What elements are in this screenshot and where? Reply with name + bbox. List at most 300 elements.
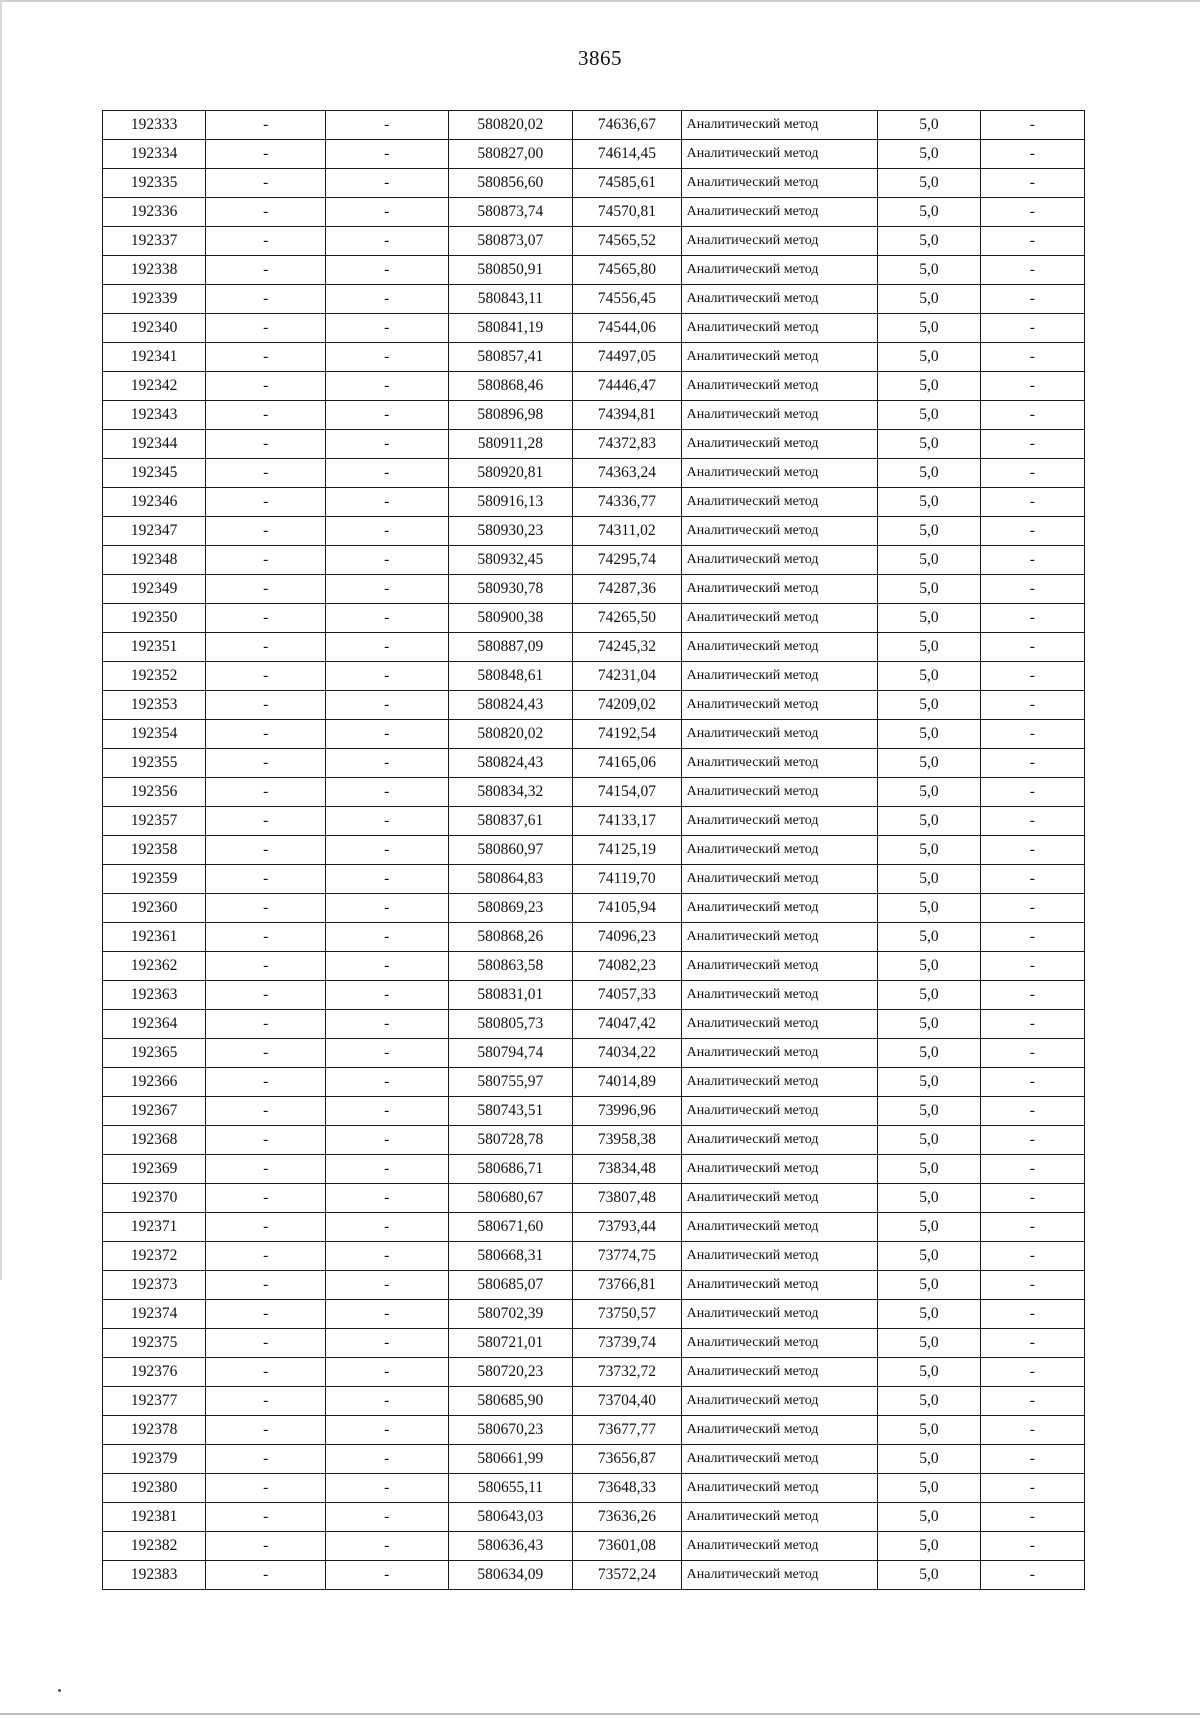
point-number-cell: 192355 <box>103 749 206 778</box>
accuracy-cell: 5,0 <box>878 836 980 865</box>
table-row <box>103 1213 1085 1242</box>
point-number-cell: 192341 <box>103 343 206 372</box>
accuracy-cell: 5,0 <box>878 865 980 894</box>
method-cell: Аналитический метод <box>681 1271 878 1300</box>
dash-cell-b: - <box>325 1213 448 1242</box>
dash-cell-c: - <box>980 1445 1084 1474</box>
y-coordinate-cell: 74034,22 <box>573 1039 681 1068</box>
table-row <box>103 1416 1085 1445</box>
dash-cell-a: - <box>206 343 326 372</box>
dash-cell-c: - <box>980 140 1084 169</box>
accuracy-cell: 5,0 <box>878 111 980 140</box>
dash-cell-b: - <box>325 1184 448 1213</box>
dash-cell-c: - <box>980 1097 1084 1126</box>
accuracy-cell: 5,0 <box>878 372 980 401</box>
dash-cell-b: - <box>325 372 448 401</box>
x-coordinate-cell: 580857,41 <box>448 343 573 372</box>
x-coordinate-cell: 580685,07 <box>448 1271 573 1300</box>
dash-cell-c: - <box>980 1126 1084 1155</box>
dash-cell-c: - <box>980 1068 1084 1097</box>
point-number-cell: 192347 <box>103 517 206 546</box>
method-cell: Аналитический метод <box>681 256 878 285</box>
dash-cell-b: - <box>325 1474 448 1503</box>
dash-cell-c: - <box>980 923 1084 952</box>
dash-cell-c: - <box>980 575 1084 604</box>
dash-cell-b: - <box>325 1271 448 1300</box>
point-number-cell: 192333 <box>103 111 206 140</box>
table-row <box>103 1300 1085 1329</box>
point-number-cell: 192369 <box>103 1155 206 1184</box>
method-cell: Аналитический метод <box>681 662 878 691</box>
method-cell: Аналитический метод <box>681 111 878 140</box>
dash-cell-a: - <box>206 952 326 981</box>
point-number-cell: 192334 <box>103 140 206 169</box>
x-coordinate-cell: 580864,83 <box>448 865 573 894</box>
dash-cell-b: - <box>325 1010 448 1039</box>
table-row <box>103 807 1085 836</box>
method-cell: Аналитический метод <box>681 1242 878 1271</box>
method-cell: Аналитический метод <box>681 140 878 169</box>
y-coordinate-cell: 73750,57 <box>573 1300 681 1329</box>
x-coordinate-cell: 580848,61 <box>448 662 573 691</box>
accuracy-cell: 5,0 <box>878 1010 980 1039</box>
method-cell: Аналитический метод <box>681 1445 878 1474</box>
dash-cell-b: - <box>325 314 448 343</box>
accuracy-cell: 5,0 <box>878 1126 980 1155</box>
dash-cell-c: - <box>980 227 1084 256</box>
dash-cell-a: - <box>206 1097 326 1126</box>
x-coordinate-cell: 580721,01 <box>448 1329 573 1358</box>
table-row <box>103 778 1085 807</box>
dash-cell-b: - <box>325 1097 448 1126</box>
y-coordinate-cell: 74082,23 <box>573 952 681 981</box>
point-number-cell: 192346 <box>103 488 206 517</box>
method-cell: Аналитический метод <box>681 1010 878 1039</box>
dash-cell-b: - <box>325 1300 448 1329</box>
dash-cell-a: - <box>206 1039 326 1068</box>
dash-cell-c: - <box>980 836 1084 865</box>
point-number-cell: 192339 <box>103 285 206 314</box>
dash-cell-c: - <box>980 314 1084 343</box>
y-coordinate-cell: 73996,96 <box>573 1097 681 1126</box>
y-coordinate-cell: 73834,48 <box>573 1155 681 1184</box>
accuracy-cell: 5,0 <box>878 923 980 952</box>
dash-cell-c: - <box>980 1329 1084 1358</box>
table-row <box>103 1561 1085 1590</box>
y-coordinate-cell: 74209,02 <box>573 691 681 720</box>
dash-cell-b: - <box>325 140 448 169</box>
accuracy-cell: 5,0 <box>878 575 980 604</box>
dash-cell-c: - <box>980 517 1084 546</box>
dash-cell-c: - <box>980 604 1084 633</box>
method-cell: Аналитический метод <box>681 836 878 865</box>
accuracy-cell: 5,0 <box>878 1097 980 1126</box>
x-coordinate-cell: 580827,00 <box>448 140 573 169</box>
dash-cell-b: - <box>325 894 448 923</box>
y-coordinate-cell: 74565,52 <box>573 227 681 256</box>
table-row <box>103 459 1085 488</box>
dash-cell-b: - <box>325 1329 448 1358</box>
accuracy-cell: 5,0 <box>878 256 980 285</box>
dash-cell-a: - <box>206 1503 326 1532</box>
dash-cell-a: - <box>206 575 326 604</box>
dash-cell-c: - <box>980 691 1084 720</box>
y-coordinate-cell: 74014,89 <box>573 1068 681 1097</box>
dash-cell-a: - <box>206 1184 326 1213</box>
dash-cell-c: - <box>980 111 1084 140</box>
table-row <box>103 140 1085 169</box>
method-cell: Аналитический метод <box>681 1358 878 1387</box>
point-number-cell: 192337 <box>103 227 206 256</box>
accuracy-cell: 5,0 <box>878 401 980 430</box>
accuracy-cell: 5,0 <box>878 546 980 575</box>
dash-cell-a: - <box>206 1329 326 1358</box>
table-row <box>103 1010 1085 1039</box>
point-number-cell: 192371 <box>103 1213 206 1242</box>
method-cell: Аналитический метод <box>681 1155 878 1184</box>
point-number-cell: 192376 <box>103 1358 206 1387</box>
method-cell: Аналитический метод <box>681 1184 878 1213</box>
y-coordinate-cell: 74497,05 <box>573 343 681 372</box>
dash-cell-b: - <box>325 169 448 198</box>
dash-cell-a: - <box>206 720 326 749</box>
page-number: 3865 <box>578 46 622 70</box>
dash-cell-b: - <box>325 1242 448 1271</box>
dash-cell-b: - <box>325 575 448 604</box>
x-coordinate-cell: 580850,91 <box>448 256 573 285</box>
point-number-cell: 192344 <box>103 430 206 459</box>
dash-cell-c: - <box>980 198 1084 227</box>
y-coordinate-cell: 74057,33 <box>573 981 681 1010</box>
table-row <box>103 314 1085 343</box>
y-coordinate-cell: 74394,81 <box>573 401 681 430</box>
dash-cell-b: - <box>325 1358 448 1387</box>
dash-cell-a: - <box>206 865 326 894</box>
table-row <box>103 256 1085 285</box>
method-cell: Аналитический метод <box>681 952 878 981</box>
y-coordinate-cell: 74047,42 <box>573 1010 681 1039</box>
dash-cell-c: - <box>980 778 1084 807</box>
dash-cell-b: - <box>325 227 448 256</box>
y-coordinate-cell: 74636,67 <box>573 111 681 140</box>
x-coordinate-cell: 580873,74 <box>448 198 573 227</box>
method-cell: Аналитический метод <box>681 749 878 778</box>
scan-left-edge <box>0 0 2 1280</box>
point-number-cell: 192351 <box>103 633 206 662</box>
point-number-cell: 192340 <box>103 314 206 343</box>
accuracy-cell: 5,0 <box>878 952 980 981</box>
dash-cell-a: - <box>206 691 326 720</box>
table-row <box>103 923 1085 952</box>
method-cell: Аналитический метод <box>681 807 878 836</box>
point-number-cell: 192352 <box>103 662 206 691</box>
scan-top-edge <box>0 0 1200 2</box>
method-cell: Аналитический метод <box>681 517 878 546</box>
accuracy-cell: 5,0 <box>878 227 980 256</box>
accuracy-cell: 5,0 <box>878 517 980 546</box>
dash-cell-a: - <box>206 430 326 459</box>
dash-cell-c: - <box>980 1010 1084 1039</box>
method-cell: Аналитический метод <box>681 1126 878 1155</box>
dash-cell-a: - <box>206 140 326 169</box>
x-coordinate-cell: 580916,13 <box>448 488 573 517</box>
accuracy-cell: 5,0 <box>878 430 980 459</box>
method-cell: Аналитический метод <box>681 169 878 198</box>
method-cell: Аналитический метод <box>681 778 878 807</box>
point-number-cell: 192361 <box>103 923 206 952</box>
dash-cell-c: - <box>980 1155 1084 1184</box>
accuracy-cell: 5,0 <box>878 198 980 227</box>
method-cell: Аналитический метод <box>681 401 878 430</box>
x-coordinate-cell: 580932,45 <box>448 546 573 575</box>
accuracy-cell: 5,0 <box>878 633 980 662</box>
table-row <box>103 372 1085 401</box>
dash-cell-b: - <box>325 459 448 488</box>
dash-cell-b: - <box>325 836 448 865</box>
point-number-cell: 192356 <box>103 778 206 807</box>
scan-bottom-edge <box>0 1713 1200 1715</box>
dash-cell-a: - <box>206 198 326 227</box>
dash-cell-b: - <box>325 256 448 285</box>
y-coordinate-cell: 74105,94 <box>573 894 681 923</box>
y-coordinate-cell: 73572,24 <box>573 1561 681 1590</box>
y-coordinate-cell: 74245,32 <box>573 633 681 662</box>
table-row <box>103 1387 1085 1416</box>
table-row <box>103 401 1085 430</box>
method-cell: Аналитический метод <box>681 923 878 952</box>
point-number-cell: 192365 <box>103 1039 206 1068</box>
accuracy-cell: 5,0 <box>878 604 980 633</box>
dash-cell-c: - <box>980 488 1084 517</box>
accuracy-cell: 5,0 <box>878 1416 980 1445</box>
dash-cell-a: - <box>206 1155 326 1184</box>
accuracy-cell: 5,0 <box>878 1155 980 1184</box>
y-coordinate-cell: 73656,87 <box>573 1445 681 1474</box>
table-row <box>103 604 1085 633</box>
method-cell: Аналитический метод <box>681 604 878 633</box>
accuracy-cell: 5,0 <box>878 981 980 1010</box>
x-coordinate-cell: 580661,99 <box>448 1445 573 1474</box>
dash-cell-a: - <box>206 1445 326 1474</box>
x-coordinate-cell: 580868,46 <box>448 372 573 401</box>
dash-cell-c: - <box>980 662 1084 691</box>
dash-cell-a: - <box>206 1532 326 1561</box>
point-number-cell: 192373 <box>103 1271 206 1300</box>
dash-cell-a: - <box>206 1358 326 1387</box>
method-cell: Аналитический метод <box>681 575 878 604</box>
y-coordinate-cell: 74372,83 <box>573 430 681 459</box>
dash-cell-b: - <box>325 691 448 720</box>
point-number-cell: 192348 <box>103 546 206 575</box>
method-cell: Аналитический метод <box>681 1068 878 1097</box>
x-coordinate-cell: 580869,23 <box>448 894 573 923</box>
y-coordinate-cell: 74265,50 <box>573 604 681 633</box>
x-coordinate-cell: 580680,67 <box>448 1184 573 1213</box>
table-row <box>103 749 1085 778</box>
point-number-cell: 192363 <box>103 981 206 1010</box>
accuracy-cell: 5,0 <box>878 1242 980 1271</box>
dash-cell-a: - <box>206 488 326 517</box>
table-row <box>103 111 1085 140</box>
table-row <box>103 285 1085 314</box>
point-number-cell: 192368 <box>103 1126 206 1155</box>
y-coordinate-cell: 74544,06 <box>573 314 681 343</box>
dash-cell-b: - <box>325 1387 448 1416</box>
y-coordinate-cell: 73739,74 <box>573 1329 681 1358</box>
x-coordinate-cell: 580831,01 <box>448 981 573 1010</box>
dash-cell-c: - <box>980 169 1084 198</box>
dash-cell-c: - <box>980 285 1084 314</box>
dash-cell-a: - <box>206 1126 326 1155</box>
dash-cell-b: - <box>325 749 448 778</box>
accuracy-cell: 5,0 <box>878 662 980 691</box>
y-coordinate-cell: 74585,61 <box>573 169 681 198</box>
dash-cell-a: - <box>206 1387 326 1416</box>
x-coordinate-cell: 580824,43 <box>448 749 573 778</box>
y-coordinate-cell: 74154,07 <box>573 778 681 807</box>
dash-cell-c: - <box>980 1271 1084 1300</box>
dash-cell-a: - <box>206 1271 326 1300</box>
x-coordinate-cell: 580896,98 <box>448 401 573 430</box>
dash-cell-a: - <box>206 459 326 488</box>
x-coordinate-cell: 580856,60 <box>448 169 573 198</box>
accuracy-cell: 5,0 <box>878 343 980 372</box>
dash-cell-b: - <box>325 1445 448 1474</box>
y-coordinate-cell: 73774,75 <box>573 1242 681 1271</box>
dash-cell-b: - <box>325 807 448 836</box>
accuracy-cell: 5,0 <box>878 169 980 198</box>
method-cell: Аналитический метод <box>681 1300 878 1329</box>
point-number-cell: 192343 <box>103 401 206 430</box>
y-coordinate-cell: 74446,47 <box>573 372 681 401</box>
dash-cell-c: - <box>980 546 1084 575</box>
table-row <box>103 1445 1085 1474</box>
method-cell: Аналитический метод <box>681 430 878 459</box>
y-coordinate-cell: 73793,44 <box>573 1213 681 1242</box>
y-coordinate-cell: 74336,77 <box>573 488 681 517</box>
accuracy-cell: 5,0 <box>878 140 980 169</box>
dash-cell-b: - <box>325 720 448 749</box>
method-cell: Аналитический метод <box>681 720 878 749</box>
table-row <box>103 1271 1085 1300</box>
dash-cell-a: - <box>206 836 326 865</box>
x-coordinate-cell: 580702,39 <box>448 1300 573 1329</box>
x-coordinate-cell: 580743,51 <box>448 1097 573 1126</box>
table-row <box>103 952 1085 981</box>
point-number-cell: 192360 <box>103 894 206 923</box>
x-coordinate-cell: 580900,38 <box>448 604 573 633</box>
table-row <box>103 546 1085 575</box>
dash-cell-c: - <box>980 1213 1084 1242</box>
dash-cell-c: - <box>980 1300 1084 1329</box>
x-coordinate-cell: 580873,07 <box>448 227 573 256</box>
accuracy-cell: 5,0 <box>878 1503 980 1532</box>
table-row <box>103 198 1085 227</box>
point-number-cell: 192357 <box>103 807 206 836</box>
dash-cell-c: - <box>980 401 1084 430</box>
y-coordinate-cell: 74311,02 <box>573 517 681 546</box>
point-number-cell: 192338 <box>103 256 206 285</box>
table-row <box>103 575 1085 604</box>
x-coordinate-cell: 580860,97 <box>448 836 573 865</box>
method-cell: Аналитический метод <box>681 285 878 314</box>
dash-cell-b: - <box>325 488 448 517</box>
accuracy-cell: 5,0 <box>878 1561 980 1590</box>
point-number-cell: 192349 <box>103 575 206 604</box>
point-number-cell: 192366 <box>103 1068 206 1097</box>
point-number-cell: 192342 <box>103 372 206 401</box>
y-coordinate-cell: 73648,33 <box>573 1474 681 1503</box>
accuracy-cell: 5,0 <box>878 1358 980 1387</box>
x-coordinate-cell: 580824,43 <box>448 691 573 720</box>
point-number-cell: 192359 <box>103 865 206 894</box>
y-coordinate-cell: 74165,06 <box>573 749 681 778</box>
accuracy-cell: 5,0 <box>878 314 980 343</box>
table-row <box>103 1155 1085 1184</box>
method-cell: Аналитический метод <box>681 691 878 720</box>
accuracy-cell: 5,0 <box>878 1445 980 1474</box>
dash-cell-c: - <box>980 1387 1084 1416</box>
table-row <box>103 1068 1085 1097</box>
dash-cell-a: - <box>206 633 326 662</box>
x-coordinate-cell: 580685,90 <box>448 1387 573 1416</box>
dash-cell-b: - <box>325 923 448 952</box>
dash-cell-a: - <box>206 517 326 546</box>
accuracy-cell: 5,0 <box>878 285 980 314</box>
point-number-cell: 192383 <box>103 1561 206 1590</box>
accuracy-cell: 5,0 <box>878 488 980 517</box>
dash-cell-c: - <box>980 720 1084 749</box>
accuracy-cell: 5,0 <box>878 691 980 720</box>
dash-cell-a: - <box>206 1300 326 1329</box>
dash-cell-a: - <box>206 778 326 807</box>
method-cell: Аналитический метод <box>681 1387 878 1416</box>
x-coordinate-cell: 580805,73 <box>448 1010 573 1039</box>
accuracy-cell: 5,0 <box>878 1213 980 1242</box>
point-number-cell: 192358 <box>103 836 206 865</box>
dash-cell-b: - <box>325 1503 448 1532</box>
dash-cell-b: - <box>325 662 448 691</box>
point-number-cell: 192364 <box>103 1010 206 1039</box>
y-coordinate-cell: 73636,26 <box>573 1503 681 1532</box>
dash-cell-c: - <box>980 1358 1084 1387</box>
table-row <box>103 1474 1085 1503</box>
point-number-cell: 192378 <box>103 1416 206 1445</box>
dash-cell-a: - <box>206 169 326 198</box>
x-coordinate-cell: 580686,71 <box>448 1155 573 1184</box>
x-coordinate-cell: 580863,58 <box>448 952 573 981</box>
dash-cell-b: - <box>325 633 448 662</box>
table-row <box>103 488 1085 517</box>
x-coordinate-cell: 580820,02 <box>448 720 573 749</box>
dash-cell-a: - <box>206 314 326 343</box>
dash-cell-c: - <box>980 749 1084 778</box>
point-number-cell: 192350 <box>103 604 206 633</box>
table-row <box>103 343 1085 372</box>
y-coordinate-cell: 74565,80 <box>573 256 681 285</box>
dash-cell-b: - <box>325 111 448 140</box>
dash-cell-b: - <box>325 604 448 633</box>
table-row <box>103 1358 1085 1387</box>
table-row <box>103 430 1085 459</box>
dash-cell-a: - <box>206 1010 326 1039</box>
method-cell: Аналитический метод <box>681 1416 878 1445</box>
method-cell: Аналитический метод <box>681 227 878 256</box>
y-coordinate-cell: 74614,45 <box>573 140 681 169</box>
accuracy-cell: 5,0 <box>878 1271 980 1300</box>
table-row <box>103 1184 1085 1213</box>
y-coordinate-cell: 74231,04 <box>573 662 681 691</box>
